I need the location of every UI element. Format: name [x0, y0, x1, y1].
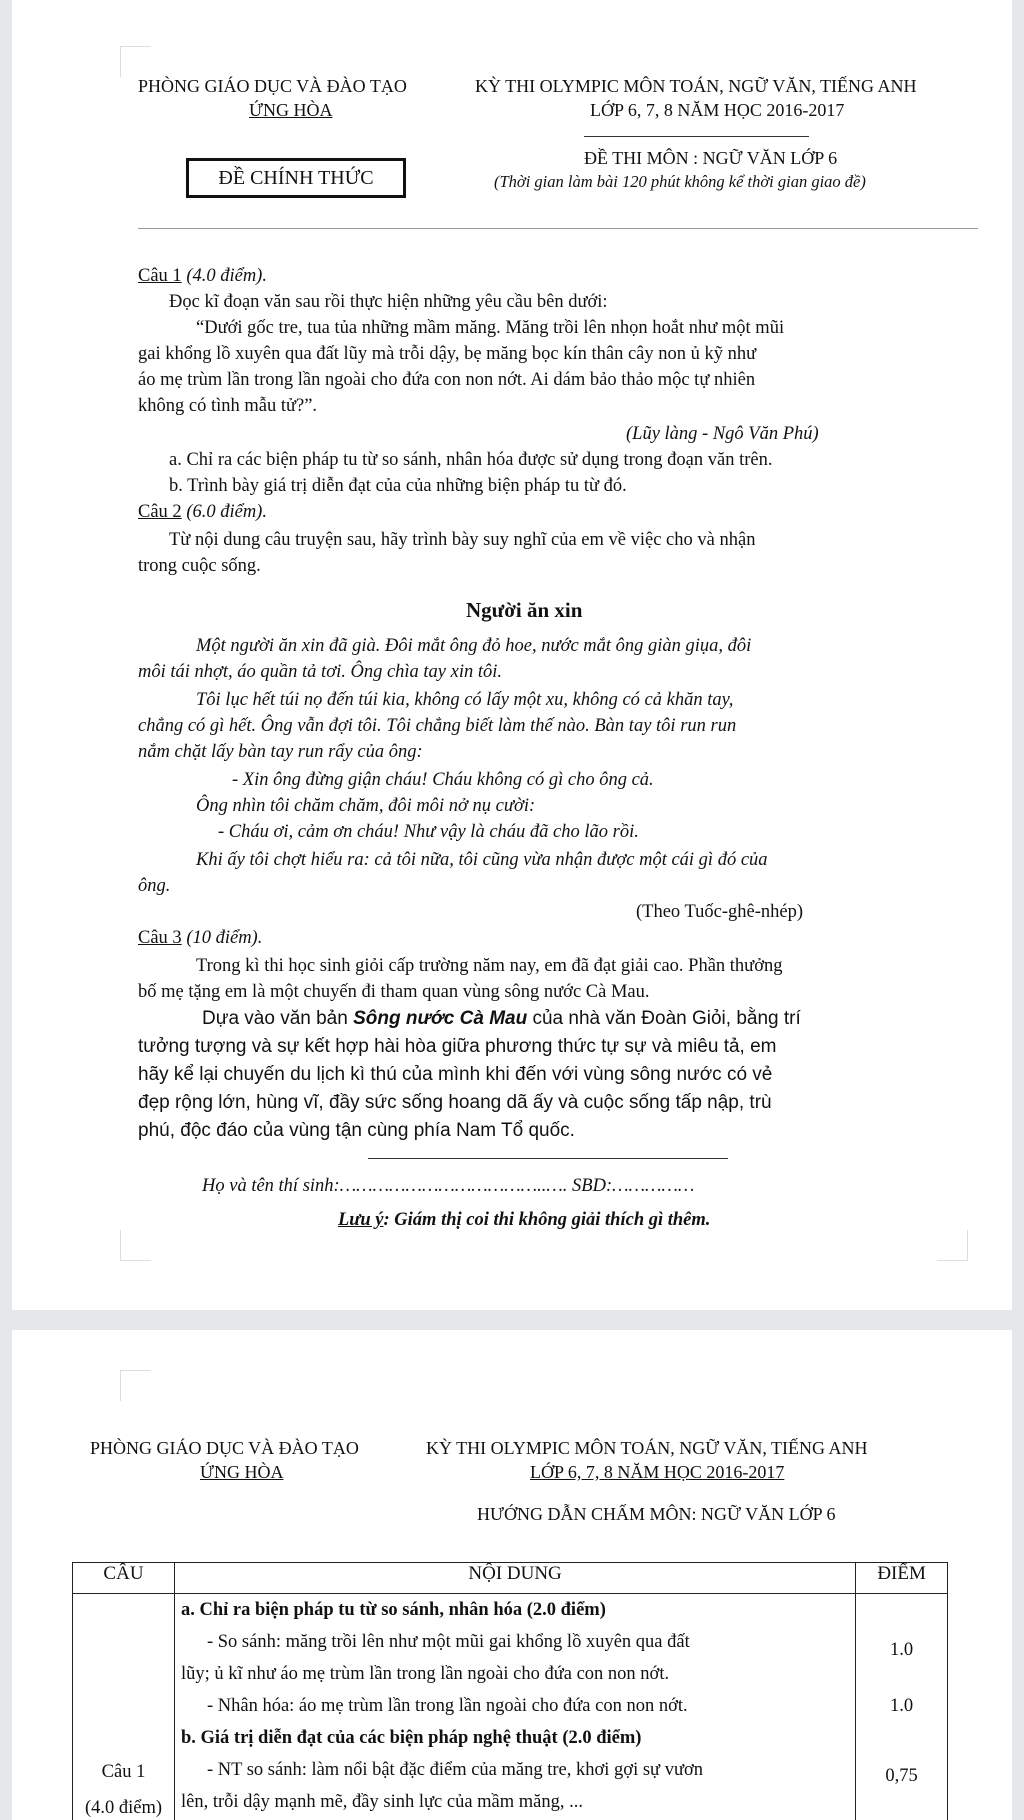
row-content: - Nhân hóa: áo mẹ trùm lần trong lần ngoài cho đứa con non nớt. — [206, 1696, 688, 1716]
table-row — [73, 1594, 948, 1820]
story-line: Một người ăn xin đã già. Đôi mắt ông đỏ hoe, nước mắt ông giàn giụa, đôi — [196, 636, 752, 656]
row-content: lên, trỗi dậy mạnh mẽ, đầy sinh lực của mầm măng, ... — [180, 1792, 583, 1812]
official-badge: ĐỀ CHÍNH THỨC — [186, 158, 406, 198]
district-name: ỨNG HÒA — [200, 1462, 284, 1482]
time-note: (Thời gian làm bài 120 phút không kể thời gian giao đề) — [494, 172, 866, 191]
question-1-intro: Đọc kĩ đoạn văn sau rồi thực hiện những yêu cầu bên dưới: — [169, 292, 608, 312]
content-cell — [174, 1594, 855, 1820]
guide-title: HƯỚNG DẪN CHẤM MÔN: NGỮ VĂN LỚP 6 — [477, 1504, 836, 1524]
prompt-line: tưởng tượng và sự kết hợp hài hòa giữa phương thức tự sự và miêu tả, em — [138, 1036, 777, 1057]
row-score: 0,75 — [885, 1766, 918, 1786]
passage-line: gai khổng lồ xuyên qua đất lũy mà trỗi dậy, bẹ măng bọc kín thân cây non ủ kỹ như — [138, 344, 757, 364]
column-header: CÂU — [73, 1563, 175, 1594]
row-content: lũy; ủ kĩ như áo mẹ trùm lần trong lần ngoài cho đứa con non nớt. — [180, 1664, 670, 1684]
story-source: (Theo Tuốc-ghê-nhép) — [636, 902, 803, 922]
story-line: Tôi lục hết túi nọ đến túi kia, không có lấy một xu, không có cả khăn tay, — [196, 690, 734, 710]
prompt-line: hãy kể lại chuyến du lịch kì thú của mình khi đến với vùng sông nước có vẻ — [138, 1064, 773, 1085]
exam-title: KỲ THI OLYMPIC MÔN TOÁN, NGỮ VĂN, TIẾNG ANH — [475, 76, 917, 96]
question-2-intro: trong cuộc sống. — [138, 556, 261, 576]
task-a: a. Chỉ ra các biện pháp tu từ so sánh, nhân hóa được sử dụng trong đoạn văn trên. — [169, 450, 773, 470]
prompt-line: phú, độc đáo của vùng tận cùng phía Nam Tổ quốc. — [138, 1120, 575, 1141]
column-header: ĐIỂM — [856, 1563, 948, 1594]
passage-line: “Dưới gốc tre, tua tủa những mầm măng. Măng trồi lên nhọn hoắt như một mũi — [196, 318, 785, 338]
score-cell — [856, 1594, 948, 1820]
exam-year: LỚP 6, 7, 8 NĂM HỌC 2016-2017 — [530, 1462, 785, 1482]
question-points: (4.0 điểm) — [84, 1798, 163, 1818]
story-line: Ông nhìn tôi chăm chăm, đôi môi nở nụ cười: — [196, 796, 536, 816]
row-content: - NT so sánh: làm nổi bật đặc điểm của măng tre, khơi gợi sự vươn — [206, 1760, 704, 1780]
story-line: ông. — [138, 876, 171, 896]
crop-mark — [120, 1370, 151, 1401]
row-content: - So sánh: măng trồi lên như một mũi gai khổng lồ xuyên qua đất — [206, 1632, 690, 1652]
exam-page — [12, 0, 1012, 1310]
grading-table — [72, 1562, 948, 1820]
crop-mark — [120, 1230, 151, 1261]
passage-line: áo mẹ trùm lần trong lần ngoài cho đứa con non nớt. Ai dám bảo thảo mộc tự nhiên — [138, 370, 756, 390]
row-score — [856, 1722, 947, 1754]
crop-mark — [120, 46, 151, 77]
question-3-prompt: Dựa vào văn bản Sông nước Cà Mau của nhà văn Đoàn Giỏi, bằng trí — [202, 1008, 801, 1029]
department-name: PHÒNG GIÁO DỤC VÀ ĐÀO TẠO — [90, 1438, 359, 1458]
prompt-line: đẹp rộng lớn, hùng vĩ, đầy sức sống hoang dã ấy và cuộc sống tấp nập, trù — [138, 1092, 772, 1113]
divider — [368, 1158, 728, 1159]
exam-year: LỚP 6, 7, 8 NĂM HỌC 2016-2017 — [590, 100, 845, 120]
task-b: b. Trình bày giá trị diễn đạt của của những biện pháp tu từ đó. — [169, 476, 627, 496]
row-content: a. Chỉ ra biện pháp tu từ so sánh, nhân hóa (2.0 điểm) — [180, 1600, 606, 1620]
question-3-intro: bố mẹ tặng em là một chuyến đi tham quan vùng sông nước Cà Mau. — [138, 982, 650, 1002]
story-title: Người ăn xin — [466, 598, 583, 622]
department-name: PHÒNG GIÁO DỤC VÀ ĐÀO TẠO — [138, 76, 407, 96]
question-label: Câu 1 — [101, 1762, 146, 1782]
divider — [584, 136, 809, 137]
question-cell — [73, 1594, 175, 1820]
story-line: - Cháu ơi, cảm ơn cháu! Như vậy là cháu đã cho lão rồi. — [218, 822, 639, 842]
column-header: NỘI DUNG — [174, 1563, 855, 1594]
story-line: chẳng có gì hết. Ông vẫn đợi tôi. Tôi chẳng biết làm thế nào. Bàn tay tôi run run — [138, 716, 737, 736]
passage-source: (Lũy làng - Ngô Văn Phú) — [626, 424, 819, 444]
question-1-heading: Câu 1 (4.0 điểm). — [138, 266, 267, 286]
row-score: 1.0 — [890, 1696, 914, 1716]
row-content: b. Giá trị diễn đạt của các biện pháp nghệ thuật (2.0 điểm) — [180, 1728, 642, 1748]
crop-mark — [937, 1230, 968, 1261]
grading-guide-page — [12, 1330, 1012, 1820]
candidate-info-line: Họ và tên thí sinh:………………………………..…. SBD:…………… — [202, 1176, 695, 1196]
row-score — [856, 1594, 947, 1626]
story-line: nắm chặt lấy bàn tay run rẩy của ông: — [138, 742, 423, 762]
story-line: - Xin ông đừng giận cháu! Cháu không có gì cho ông cả. — [232, 770, 654, 790]
question-2-heading: Câu 2 (6.0 điểm). — [138, 502, 267, 522]
proctor-note: Lưu ý: Giám thị coi thi không giải thích gì thêm. — [338, 1210, 711, 1230]
story-line: môi tái nhợt, áo quần tả tơi. Ông chìa tay xin tôi. — [138, 662, 503, 682]
question-3-heading: Câu 3 (10 điểm). — [138, 928, 263, 948]
district-name: ỨNG HÒA — [249, 100, 333, 120]
story-line: Khi ấy tôi chợt hiểu ra: cả tôi nữa, tôi cũng vừa nhận được một cái gì đó của — [196, 850, 768, 870]
table-header-row — [73, 1563, 948, 1594]
row-score — [856, 1792, 947, 1820]
passage-line: không có tình mẫu tử?”. — [138, 396, 318, 416]
row-score: 1.0 — [890, 1640, 914, 1660]
question-3-intro: Trong kì thi học sinh giỏi cấp trường năm nay, em đã đạt giải cao. Phần thưởng — [196, 956, 783, 976]
header-rule — [138, 228, 978, 229]
exam-subject: ĐỀ THI MÔN : NGỮ VĂN LỚP 6 — [584, 148, 838, 168]
exam-title: KỲ THI OLYMPIC MÔN TOÁN, NGỮ VĂN, TIẾNG ANH — [426, 1438, 868, 1458]
question-2-intro: Từ nội dung câu truyện sau, hãy trình bày suy nghĩ của em về việc cho và nhận — [169, 530, 756, 550]
